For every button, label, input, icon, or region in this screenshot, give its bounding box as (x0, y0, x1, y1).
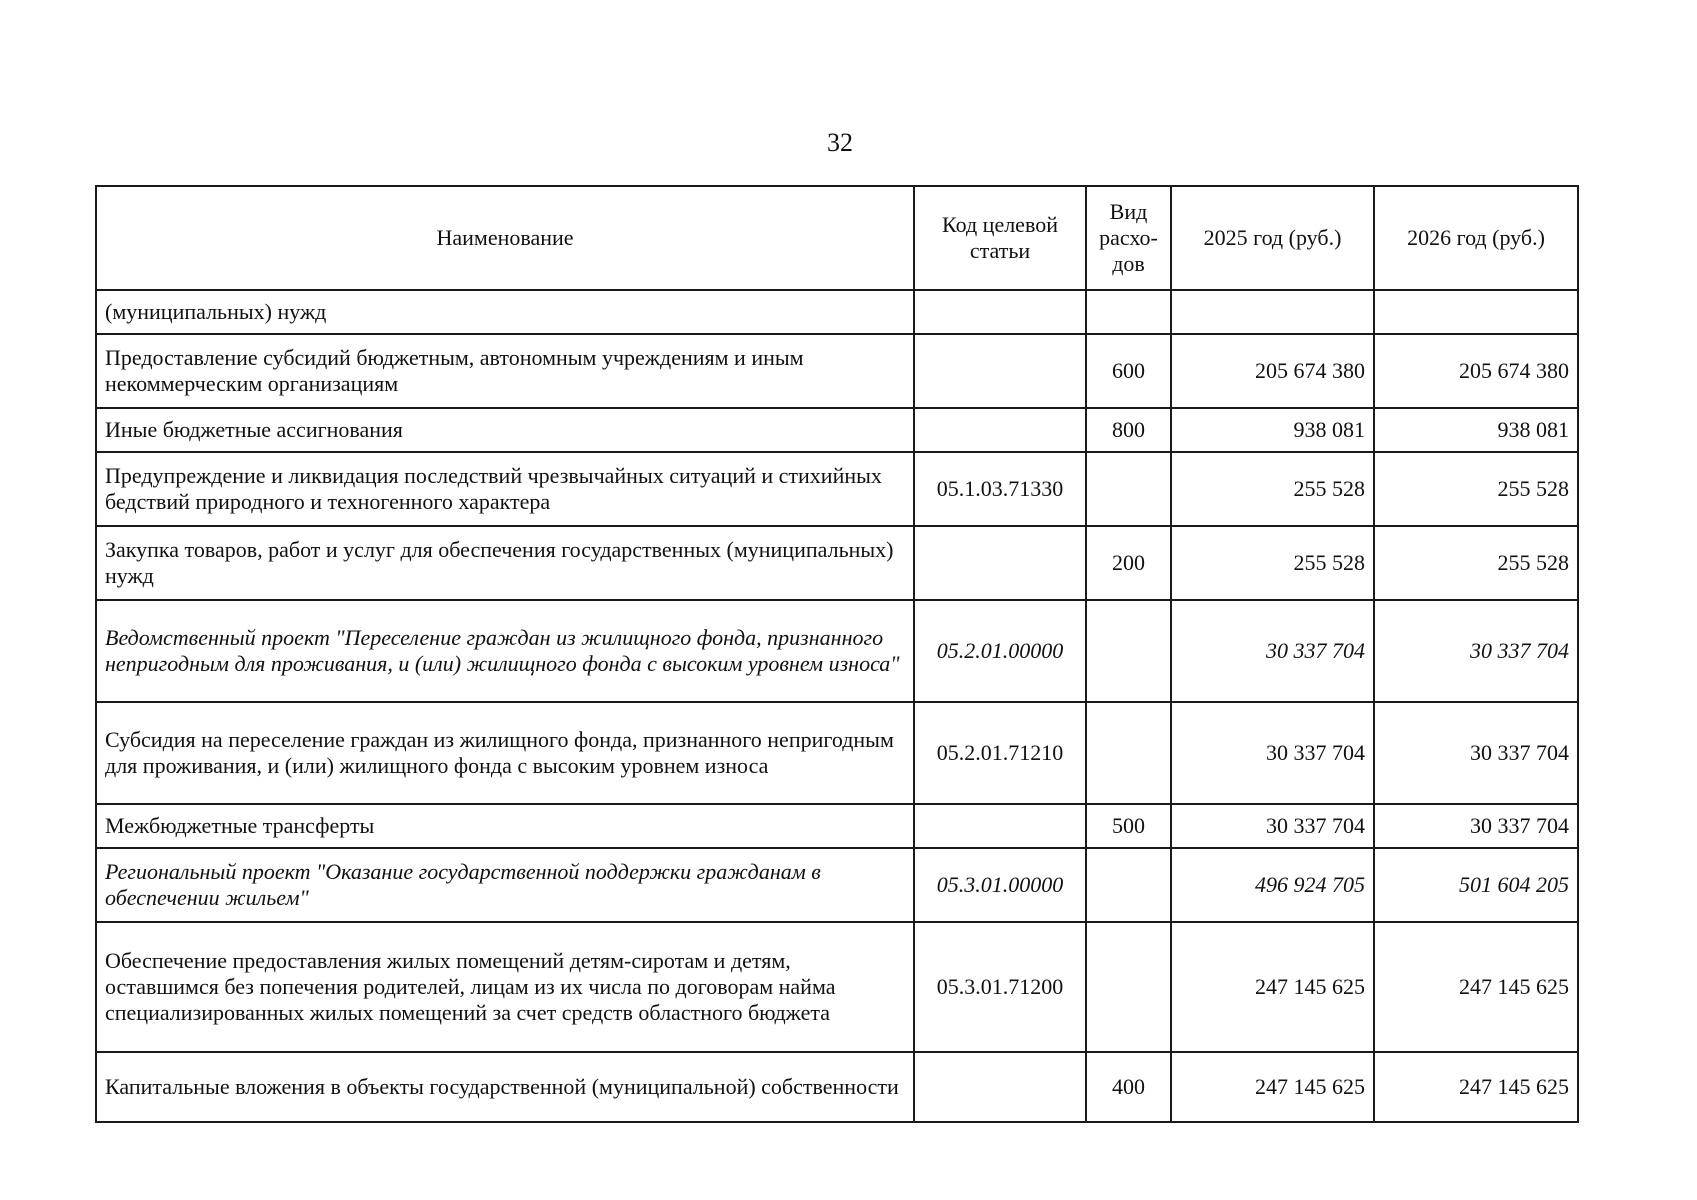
cell-code: 05.3.01.71200 (914, 922, 1086, 1052)
cell-2026: 255 528 (1374, 452, 1578, 526)
cell-type (1086, 452, 1171, 526)
cell-2025: 30 337 704 (1171, 702, 1374, 804)
cell-2026: 247 145 625 (1374, 922, 1578, 1052)
cell-2026: 30 337 704 (1374, 804, 1578, 848)
cell-type (1086, 600, 1171, 702)
cell-type (1086, 702, 1171, 804)
cell-2026: 247 145 625 (1374, 1052, 1578, 1122)
cell-type: 600 (1086, 334, 1171, 408)
cell-name: Предоставление субсидий бюджетным, автономным учреждениям и иным некоммерческим организациям (96, 334, 914, 408)
table-row (96, 452, 1578, 526)
cell-name: Обеспечение предоставления жилых помещений детям-сиротам и детям, оставшимся без попечения родителей, лицам из их числа по договорам найма специализированных жилых помещений за счет средств областного бюджета (96, 922, 914, 1052)
header-2025: 2025 год (руб.) (1171, 186, 1374, 290)
cell-code: 05.3.01.00000 (914, 848, 1086, 922)
cell-name: Межбюджетные трансферты (96, 804, 914, 848)
cell-type: 200 (1086, 526, 1171, 600)
cell-name: Ведомственный проект "Переселение граждан из жилищного фонда, признанного непригодным для проживания, и (или) жилищного фонда с высоким уровнем износа" (96, 600, 914, 702)
cell-2026: 938 081 (1374, 408, 1578, 452)
cell-name: Предупреждение и ликвидация последствий чрезвычайных ситуаций и стихийных бедствий природного и техногенного характера (96, 452, 914, 526)
header-2026: 2026 год (руб.) (1374, 186, 1578, 290)
table-row (96, 408, 1578, 452)
cell-code: 05.2.01.71210 (914, 702, 1086, 804)
cell-2025: 938 081 (1171, 408, 1374, 452)
header-name: Наименование (96, 186, 914, 290)
cell-name: Региональный проект "Оказание государственной поддержки гражданам в обеспечении жильем" (96, 848, 914, 922)
cell-2026: 255 528 (1374, 526, 1578, 600)
page-number: 32 (827, 128, 853, 157)
cell-name: Капитальные вложения в объекты государственной (муниципальной) собственности (96, 1052, 914, 1122)
cell-name: (муниципальных) нужд (96, 290, 914, 334)
cell-code (914, 290, 1086, 334)
cell-code (914, 1052, 1086, 1122)
cell-type (1086, 922, 1171, 1052)
table-row (96, 600, 1578, 702)
cell-2026: 205 674 380 (1374, 334, 1578, 408)
table-header-row (96, 186, 1578, 290)
cell-2026: 30 337 704 (1374, 702, 1578, 804)
cell-code (914, 334, 1086, 408)
cell-2026 (1374, 290, 1578, 334)
cell-2025 (1171, 290, 1374, 334)
cell-code (914, 408, 1086, 452)
table-row (96, 922, 1578, 1052)
cell-2025: 30 337 704 (1171, 804, 1374, 848)
cell-2025: 247 145 625 (1171, 922, 1374, 1052)
cell-2025: 255 528 (1171, 526, 1374, 600)
table-row (96, 804, 1578, 848)
header-type: Вид расхо- дов (1086, 186, 1171, 290)
cell-2025: 255 528 (1171, 452, 1374, 526)
table-row (96, 1052, 1578, 1122)
header-code: Код целевой статьи (914, 186, 1086, 290)
cell-code (914, 526, 1086, 600)
budget-table (95, 185, 1579, 1123)
table-row (96, 702, 1578, 804)
cell-type (1086, 290, 1171, 334)
table-row (96, 290, 1578, 334)
cell-name: Иные бюджетные ассигнования (96, 408, 914, 452)
cell-code: 05.1.03.71330 (914, 452, 1086, 526)
table-body (96, 290, 1578, 1122)
cell-2026: 30 337 704 (1374, 600, 1578, 702)
cell-type: 400 (1086, 1052, 1171, 1122)
cell-name: Субсидия на переселение граждан из жилищного фонда, признанного непригодным для проживания, и (или) жилищного фонда с высоким уровнем износа (96, 702, 914, 804)
table-row (96, 526, 1578, 600)
cell-2025: 205 674 380 (1171, 334, 1374, 408)
table-row (96, 334, 1578, 408)
cell-name: Закупка товаров, работ и услуг для обеспечения государственных (муниципальных) нужд (96, 526, 914, 600)
cell-2025: 247 145 625 (1171, 1052, 1374, 1122)
table-row (96, 848, 1578, 922)
cell-type: 500 (1086, 804, 1171, 848)
cell-type: 800 (1086, 408, 1171, 452)
cell-code (914, 804, 1086, 848)
cell-type (1086, 848, 1171, 922)
cell-2025: 496 924 705 (1171, 848, 1374, 922)
cell-2026: 501 604 205 (1374, 848, 1578, 922)
cell-2025: 30 337 704 (1171, 600, 1374, 702)
cell-code: 05.2.01.00000 (914, 600, 1086, 702)
